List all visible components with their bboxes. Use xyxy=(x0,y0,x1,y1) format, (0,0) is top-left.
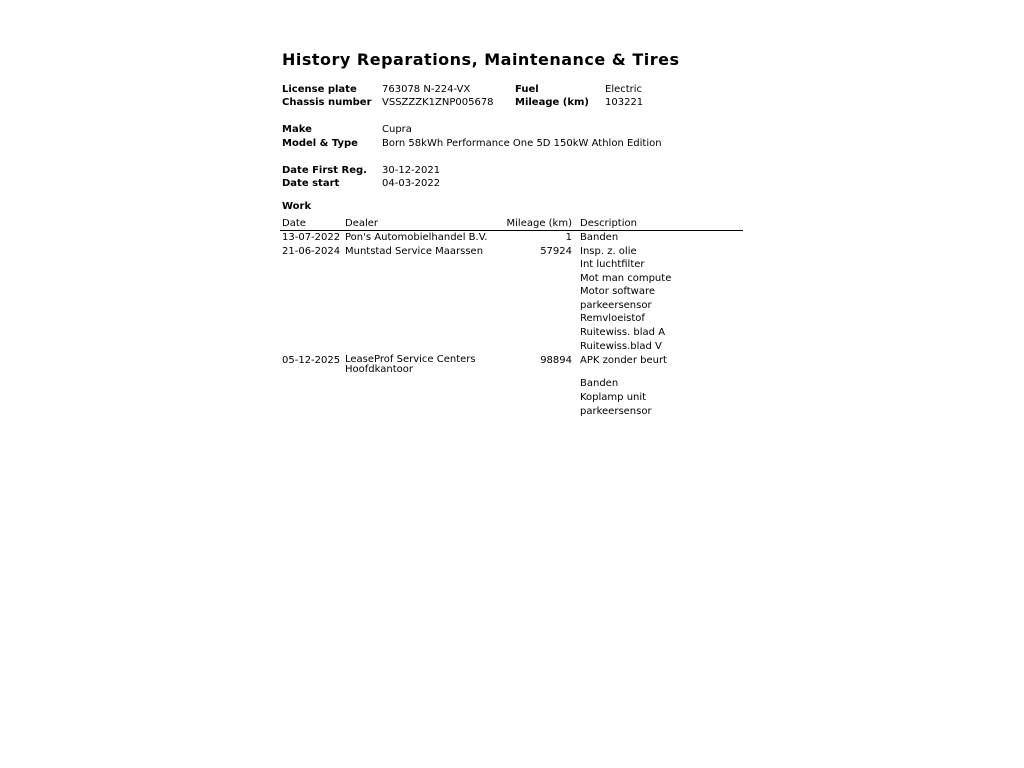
work-description: Banden xyxy=(580,378,619,389)
header-dealer: Dealer xyxy=(345,218,379,229)
table-row xyxy=(280,405,743,418)
date-start-value: 04-03-2022 xyxy=(382,178,441,189)
table-row xyxy=(280,285,743,298)
mileage-label: Mileage (km) xyxy=(515,97,589,108)
table-row xyxy=(280,340,743,353)
table-row xyxy=(280,245,743,258)
work-table xyxy=(280,217,743,417)
first-reg-label: Date First Reg. xyxy=(282,165,367,176)
work-mileage: 57924 xyxy=(540,246,572,257)
table-row xyxy=(280,299,743,312)
table-row xyxy=(280,258,743,271)
mileage-value: 103221 xyxy=(605,97,644,108)
work-dealer: Muntstad Service Maarssen xyxy=(345,246,484,257)
table-row xyxy=(280,326,743,339)
work-description: Ruitewiss. blad A xyxy=(580,327,666,338)
model-value: Born 58kWh Performance One 5D 150kW Athlon Edition xyxy=(382,138,662,149)
license-plate-value: 763078 N-224-VX xyxy=(382,84,471,95)
work-date: 13-07-2022 xyxy=(282,232,341,243)
license-plate-label: License plate xyxy=(282,84,357,95)
work-date: 21-06-2024 xyxy=(282,246,341,257)
header-description: Description xyxy=(580,218,637,229)
work-section-title: Work xyxy=(282,201,312,212)
date-start-label: Date start xyxy=(282,178,340,189)
chassis-value: VSSZZZK1ZNP005678 xyxy=(382,97,494,108)
model-label: Model & Type xyxy=(282,138,358,149)
work-description: parkeersensor xyxy=(580,406,652,417)
table-row xyxy=(280,231,743,244)
work-dealer: LeaseProf Service Centers xyxy=(345,354,476,365)
work-dealer: Pon's Automobielhandel B.V. xyxy=(345,232,488,243)
work-dealer-line2: Hoofdkantoor xyxy=(345,364,413,375)
work-description: Mot man compute xyxy=(580,273,672,284)
table-row xyxy=(280,391,743,404)
work-description: Koplamp unit xyxy=(580,392,647,403)
work-table-header xyxy=(280,217,743,231)
table-row xyxy=(280,377,743,390)
header-mileage: Mileage (km) xyxy=(506,218,572,229)
work-description: Motor software xyxy=(580,286,656,297)
table-row xyxy=(280,272,743,285)
work-description: Remvloeistof xyxy=(580,313,645,324)
work-description: parkeersensor xyxy=(580,300,652,311)
make-label: Make xyxy=(282,124,312,135)
fuel-label: Fuel xyxy=(515,84,539,95)
fuel-value: Electric xyxy=(605,84,643,95)
work-date: 05-12-2025 xyxy=(282,355,341,366)
work-description: APK zonder beurt xyxy=(580,355,667,366)
work-mileage: 98894 xyxy=(540,355,572,366)
first-reg-value: 30-12-2021 xyxy=(382,165,441,176)
work-description: Int luchtfilter xyxy=(580,259,645,270)
work-description: Ruitewiss.blad V xyxy=(580,341,662,352)
work-description: Banden xyxy=(580,232,619,243)
header-date: Date xyxy=(282,218,306,229)
chassis-label: Chassis number xyxy=(282,97,372,108)
page-title: History Reparations, Maintenance & Tires xyxy=(282,50,680,69)
work-description: Insp. z. olie xyxy=(580,246,637,257)
table-row xyxy=(280,312,743,325)
work-mileage: 1 xyxy=(565,232,572,243)
make-value: Cupra xyxy=(382,124,412,135)
table-row xyxy=(280,354,743,378)
